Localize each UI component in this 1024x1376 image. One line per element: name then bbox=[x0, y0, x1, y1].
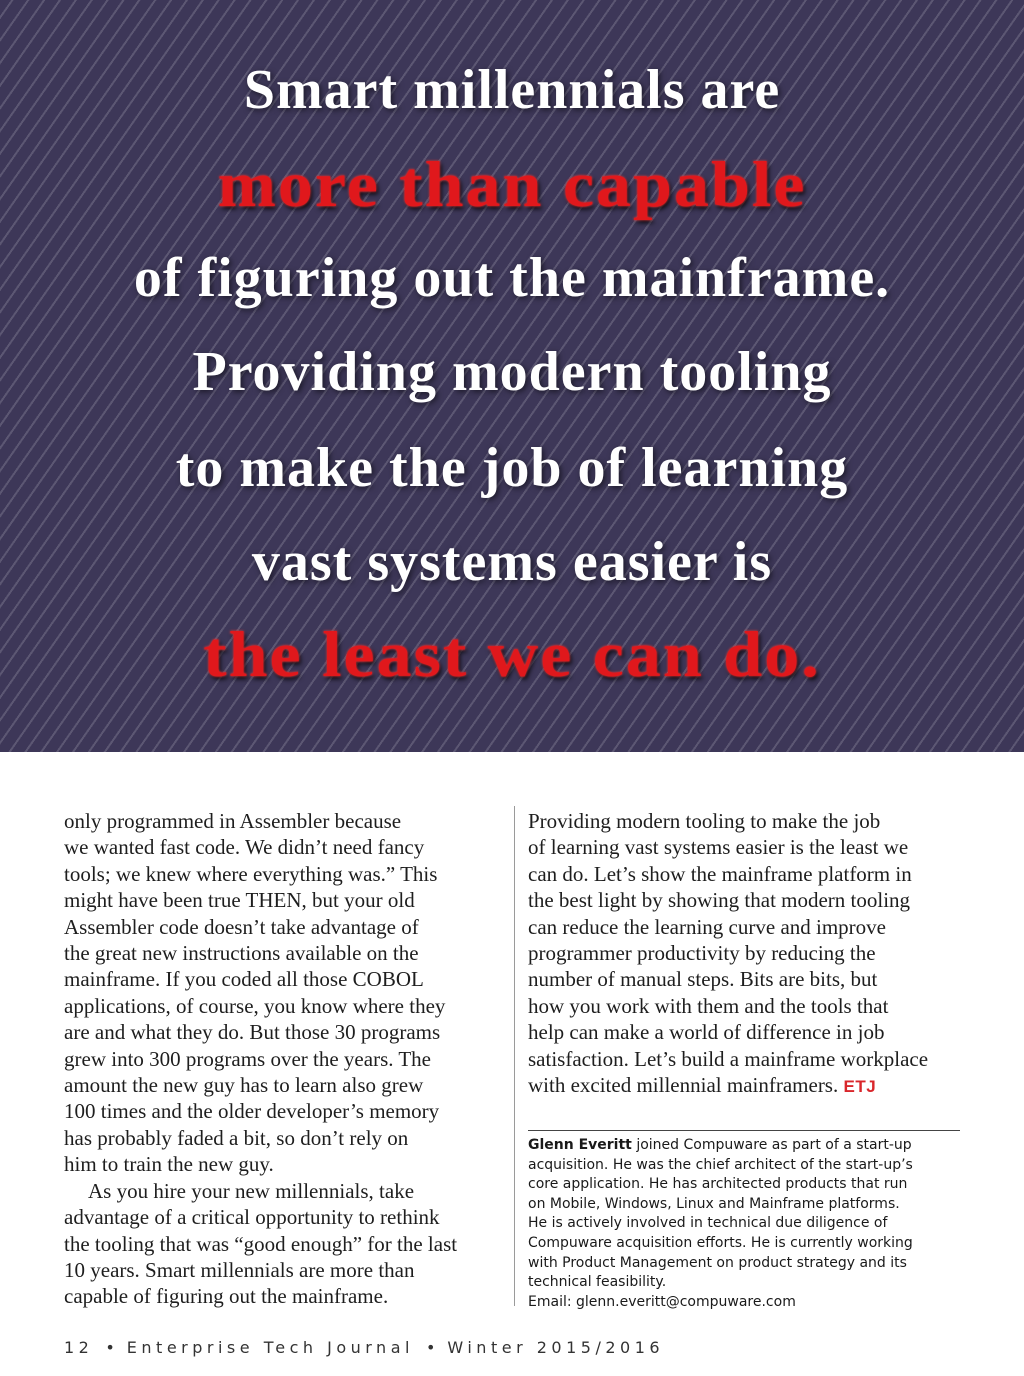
text-line: has probably faded a bit, so don’t rely on bbox=[64, 1125, 409, 1150]
article-left-column bbox=[64, 808, 504, 1310]
text-line: grew into 300 programs over the years. The bbox=[64, 1046, 432, 1071]
bio-line: on Mobile, Windows, Linux and Mainframe platforms. bbox=[528, 1195, 900, 1212]
text-line: him to train the new guy. bbox=[64, 1152, 274, 1177]
pull-quote-line-7-highlight: the least we can do. bbox=[203, 620, 821, 691]
pull-quote-line-5: to make the job of learning bbox=[175, 437, 849, 499]
text-line: help can make a world of difference in job bbox=[528, 1020, 885, 1045]
paragraph-continued bbox=[64, 808, 504, 1178]
bio-line: technical feasibility. bbox=[528, 1274, 667, 1291]
column-divider bbox=[514, 806, 515, 1306]
text-line: capable of figuring out the mainframe. bbox=[64, 1284, 389, 1309]
text-line: mainframe. If you coded all those COBOL bbox=[64, 967, 424, 992]
text-line: the great new instructions available on the bbox=[64, 941, 419, 966]
text-line: tools; we knew where everything was.” This bbox=[64, 861, 438, 886]
text-line: we wanted fast code. We didn’t need fancy bbox=[64, 835, 425, 860]
author-name: Glenn Everitt bbox=[528, 1137, 632, 1153]
text-line: how you work with them and the tools that bbox=[528, 993, 889, 1018]
text-line: amount the new guy has to learn also grew bbox=[64, 1073, 424, 1098]
article-right-column bbox=[528, 808, 968, 1100]
pull-quote-line-3: of figuring out the mainframe. bbox=[133, 247, 891, 309]
text-line: satisfaction. Let’s build a mainframe workplace bbox=[528, 1046, 929, 1071]
text-line: Providing modern tooling to make the job bbox=[528, 809, 881, 833]
text-line: As you hire your new millennials, take bbox=[88, 1178, 415, 1203]
paragraph-hire-millennials bbox=[64, 1178, 504, 1310]
text-line: can reduce the learning curve and improve bbox=[528, 914, 886, 939]
pull-quote-line-4: Providing modern tooling bbox=[192, 341, 832, 403]
pull-quote-line-6: vast systems easier is bbox=[251, 531, 773, 593]
footer-bullet-icon: • bbox=[425, 1338, 436, 1357]
bio-divider bbox=[528, 1130, 960, 1131]
text-line: advantage of a critical opportunity to rethink bbox=[64, 1205, 440, 1230]
pull-quote-line-2-highlight: more than capable bbox=[217, 150, 807, 221]
page-number: 12 bbox=[64, 1338, 94, 1357]
bio-line: Compuware acquisition efforts. He is currently working bbox=[528, 1234, 913, 1251]
publication-name: Enterprise Tech Journal bbox=[126, 1338, 414, 1357]
bio-first-line-rest: joined Compuware as part of a start-up bbox=[631, 1137, 912, 1153]
bio-line: core application. He has architected products that run bbox=[528, 1176, 908, 1193]
bio-line: with Product Management on product strategy and its bbox=[528, 1254, 907, 1271]
text-line: of learning vast systems easier is the least we bbox=[528, 835, 909, 860]
text-line: 100 times and the older developer’s memory bbox=[64, 1099, 440, 1124]
text-line: number of manual steps. Bits are bits, but bbox=[528, 967, 878, 992]
issue-date: Winter 2015/2016 bbox=[447, 1338, 665, 1357]
text-line: applications, of course, you know where they bbox=[64, 993, 446, 1018]
text-line: can do. Let’s show the mainframe platform in bbox=[528, 861, 912, 886]
footer-bullet-icon: • bbox=[105, 1338, 115, 1357]
text-line-last bbox=[528, 1072, 968, 1100]
pull-quote-line-1: Smart millennials are bbox=[243, 59, 781, 121]
author-email: Email: glenn.everitt@compuware.com bbox=[528, 1293, 796, 1310]
page-footer bbox=[64, 1338, 664, 1357]
etj-end-mark: ETJ bbox=[843, 1077, 877, 1097]
text-line: the tooling that was “good enough” for the last bbox=[64, 1231, 458, 1256]
text-line: the best light by showing that modern tooling bbox=[528, 888, 911, 913]
bio-first-line bbox=[528, 1136, 968, 1156]
bio-line: acquisition. He was the chief architect of the start-up’s bbox=[528, 1156, 913, 1173]
bio-line: He is actively involved in technical due diligence of bbox=[528, 1215, 888, 1232]
text-line: only programmed in Assembler because bbox=[64, 809, 402, 833]
paragraph-closing bbox=[528, 808, 968, 1100]
text-line: are and what they do. But those 30 programs bbox=[64, 1020, 441, 1045]
text-line: programmer productivity by reducing the bbox=[528, 941, 876, 966]
text-line-last-content: with excited millennial mainframers. bbox=[528, 1073, 839, 1098]
text-line: 10 years. Smart millennials are more than bbox=[64, 1257, 415, 1282]
author-bio bbox=[528, 1136, 968, 1312]
text-line: might have been true THEN, but your old bbox=[64, 888, 415, 913]
text-line: Assembler code doesn’t take advantage of bbox=[64, 914, 419, 939]
